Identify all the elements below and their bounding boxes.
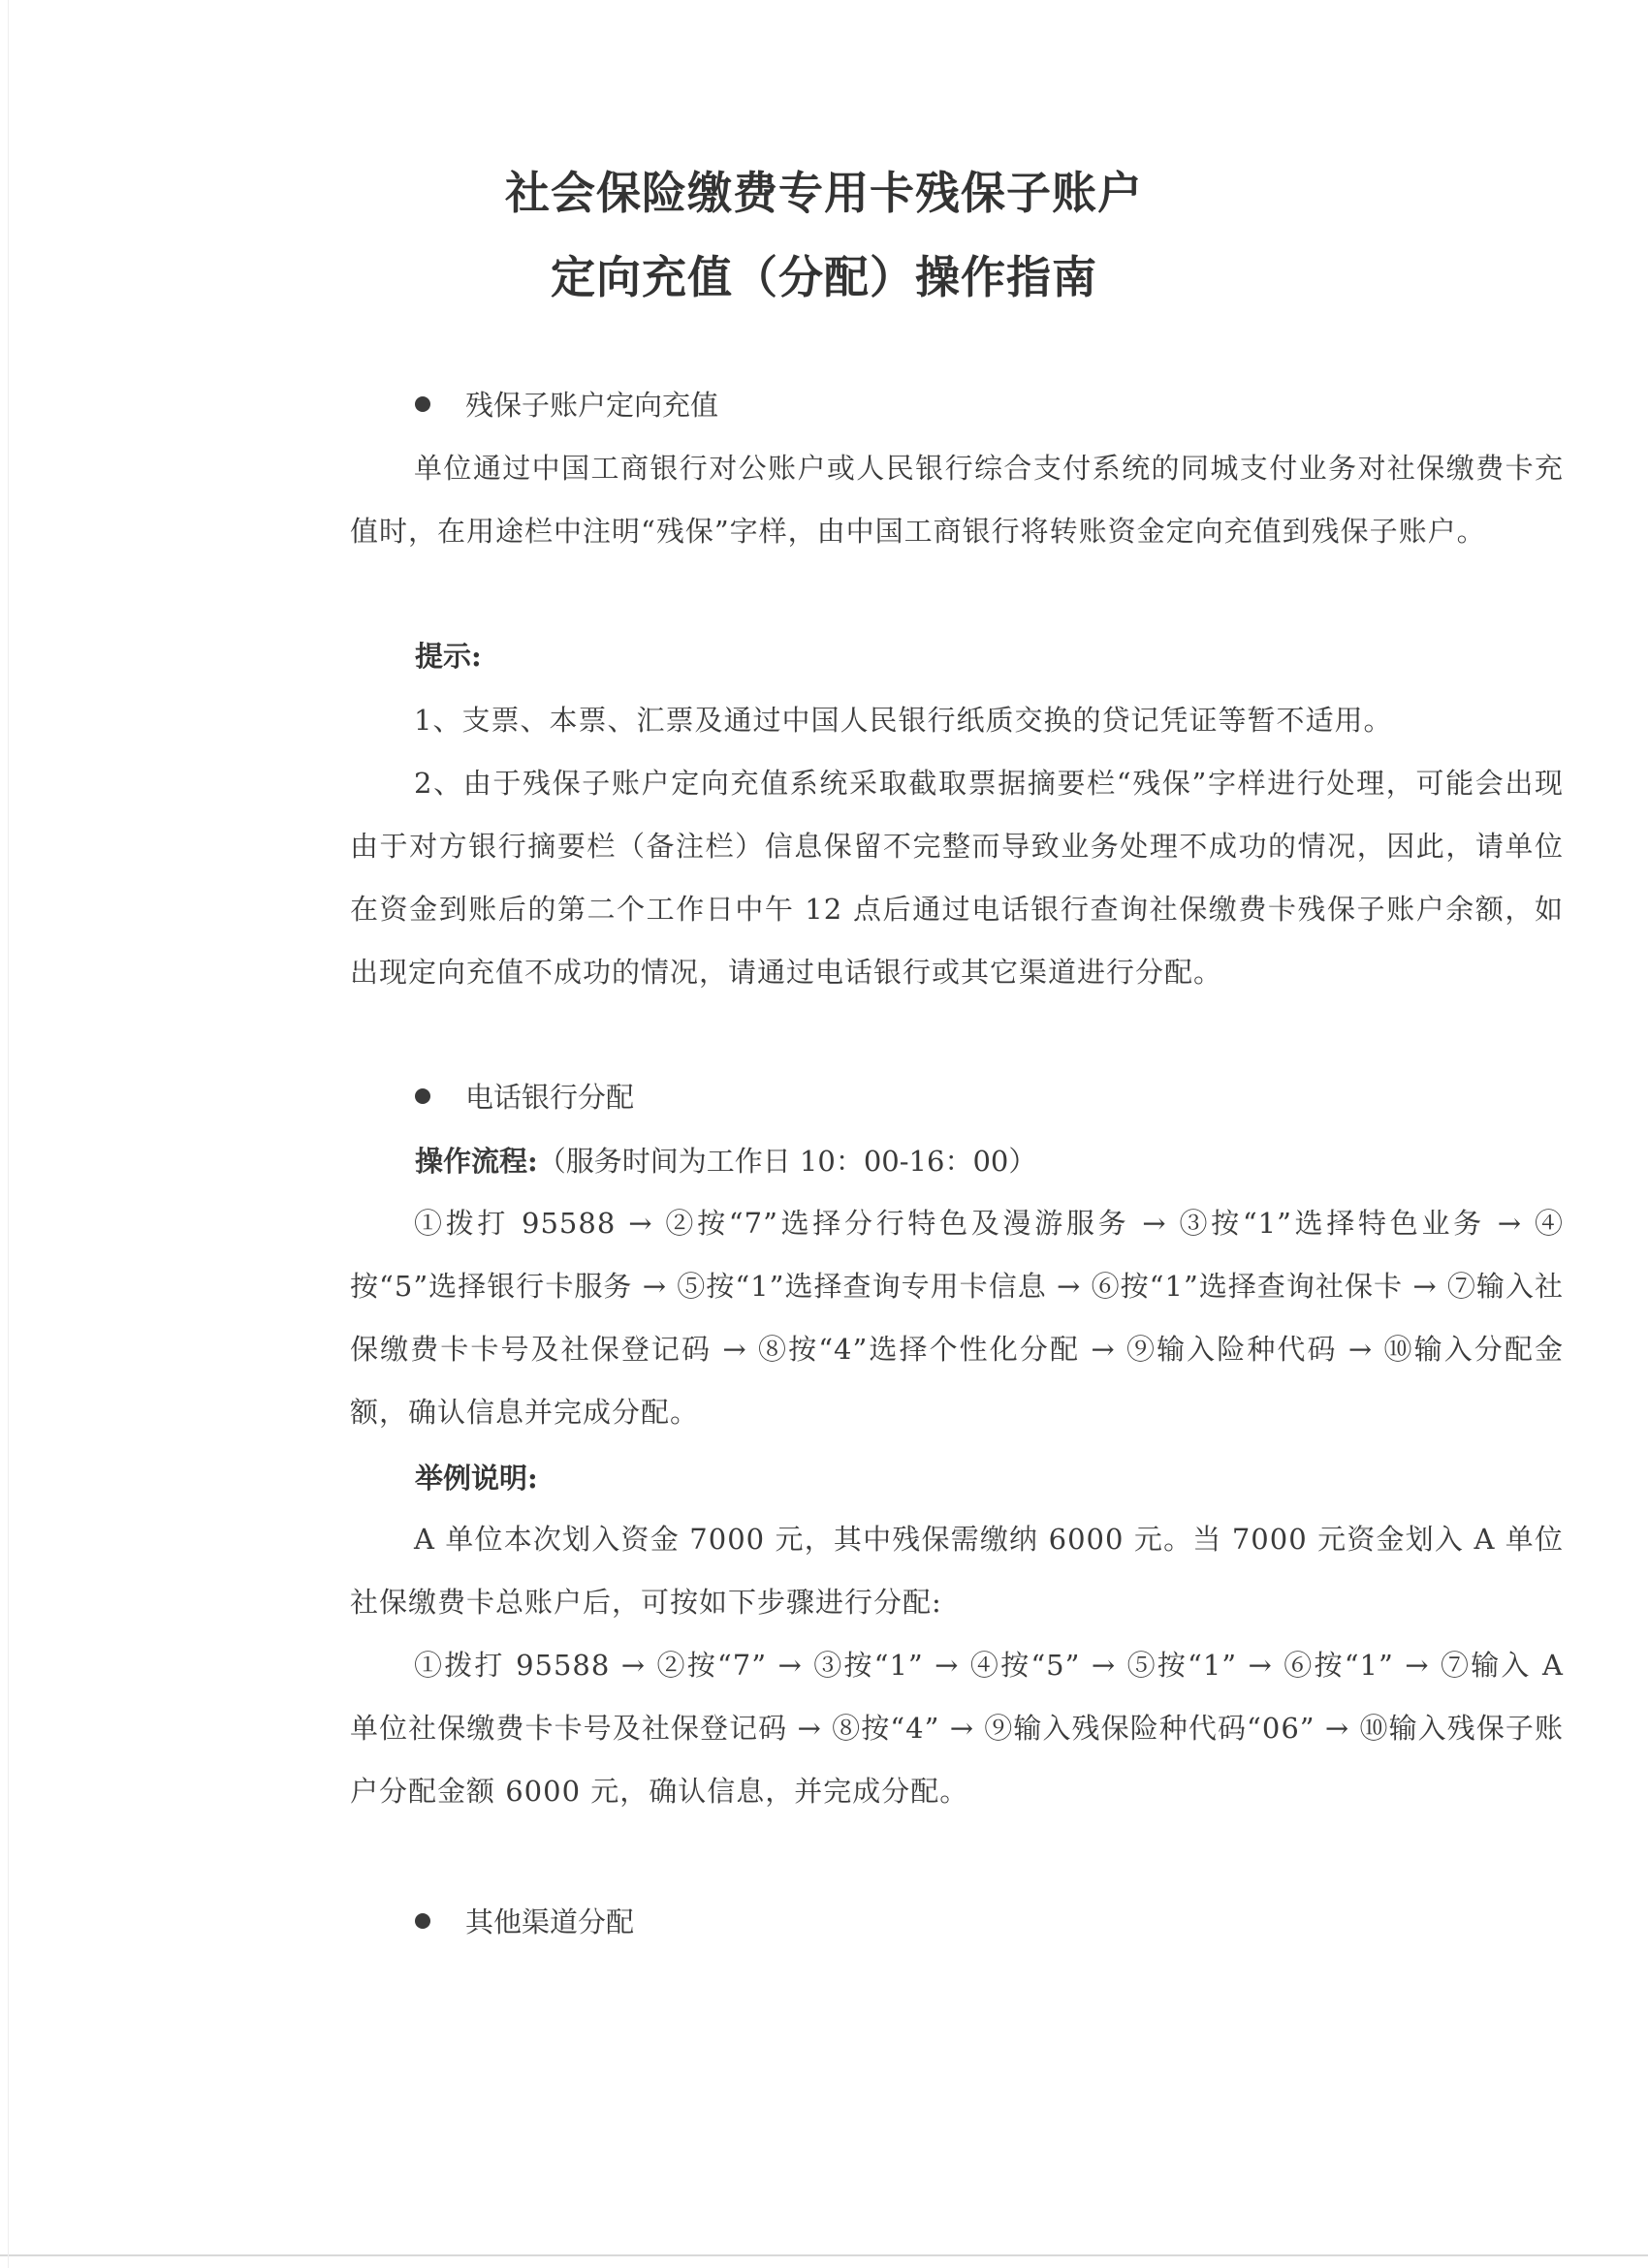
section-heading-text: 其他渠道分配 (465, 1906, 635, 1938)
tip-item-1: 1、支票、本票、汇票及通过中国人民银行纸质交换的贷记凭证等暂不适用。 (414, 704, 1393, 737)
bullet-icon (415, 1913, 430, 1929)
process-label: 操作流程: (415, 1145, 538, 1178)
document-title-line1: 社会保险缴费专用卡残保子账户 (505, 167, 1143, 219)
example-steps: ①拨打 95588 → ②按“7” → ③按“1” → ④按“5” → ⑤按“1” → ⑥按“1” → ⑦输入 A 单位社保缴费卡卡号及社保登记码 → ⑧按“4” → ⑨输入残保险种代码“06” → ⑩输入残保子账户分配金额 6000 元，确认信息，并完成分配。 (350, 1649, 1564, 1808)
scan-edge-line (8, 0, 9, 2268)
section-heading-phone-banking (415, 1076, 634, 1116)
process-steps: ①拨打 95588 → ②按“7”选择分行特色及漫游服务 → ③按“1”选择特色业务 → ④按“5”选择银行卡服务 → ⑤按“1”选择查询专用卡信息 → ⑥按“1”选择查询社保卡 → ⑦输入社保缴费卡卡号及社保登记码 → ⑧按“4”选择个性化分配 → ⑨输入险种代码 → ⑩输入分配金额，确认信息并完成分配。 (350, 1207, 1564, 1429)
process-line (415, 1140, 1036, 1180)
document-title-line2: 定向充值（分配）操作指南 (551, 251, 1097, 303)
section-heading-direct-recharge (415, 384, 718, 424)
tip-item-2: 2、由于残保子账户定向充值系统采取截取票据摘要栏“残保”字样进行处理，可能会出现由于对方银行摘要栏（备注栏）信息保留不完整而导致业务处理不成功的情况，因此，请单位在资金到账后的第二个工作日中午 12 点后通过电话银行查询社保缴费卡残保子账户余额，如出现定向充值不成功的情况，请通过电话银行或其它渠道进行分配。 (350, 767, 1564, 989)
bullet-icon (415, 1088, 430, 1104)
paragraph-direct-recharge: 单位通过中国工商银行对公账户或人民银行综合支付系统的同城支付业务对社保缴费卡充值时，在用途栏中注明“残保”字样，由中国工商银行将转账资金定向充值到残保子账户。 (350, 452, 1564, 548)
example-label: 举例说明: (415, 1462, 538, 1495)
section-heading-text: 电话银行分配 (465, 1081, 635, 1114)
section-heading-text: 残保子账户定向充值 (465, 389, 719, 422)
section-heading-other-channels (415, 1901, 634, 1940)
example-text: A 单位本次划入资金 7000 元，其中残保需缴纳 6000 元。当 7000 元资金划入 A 单位社保缴费卡总账户后，可按如下步骤进行分配: (350, 1523, 1564, 1619)
process-note: （服务时间为工作日 10：00-16：00） (537, 1145, 1037, 1178)
bullet-icon (415, 396, 430, 412)
tip-label: 提示: (415, 640, 482, 673)
scan-edge-line (0, 2254, 1648, 2256)
